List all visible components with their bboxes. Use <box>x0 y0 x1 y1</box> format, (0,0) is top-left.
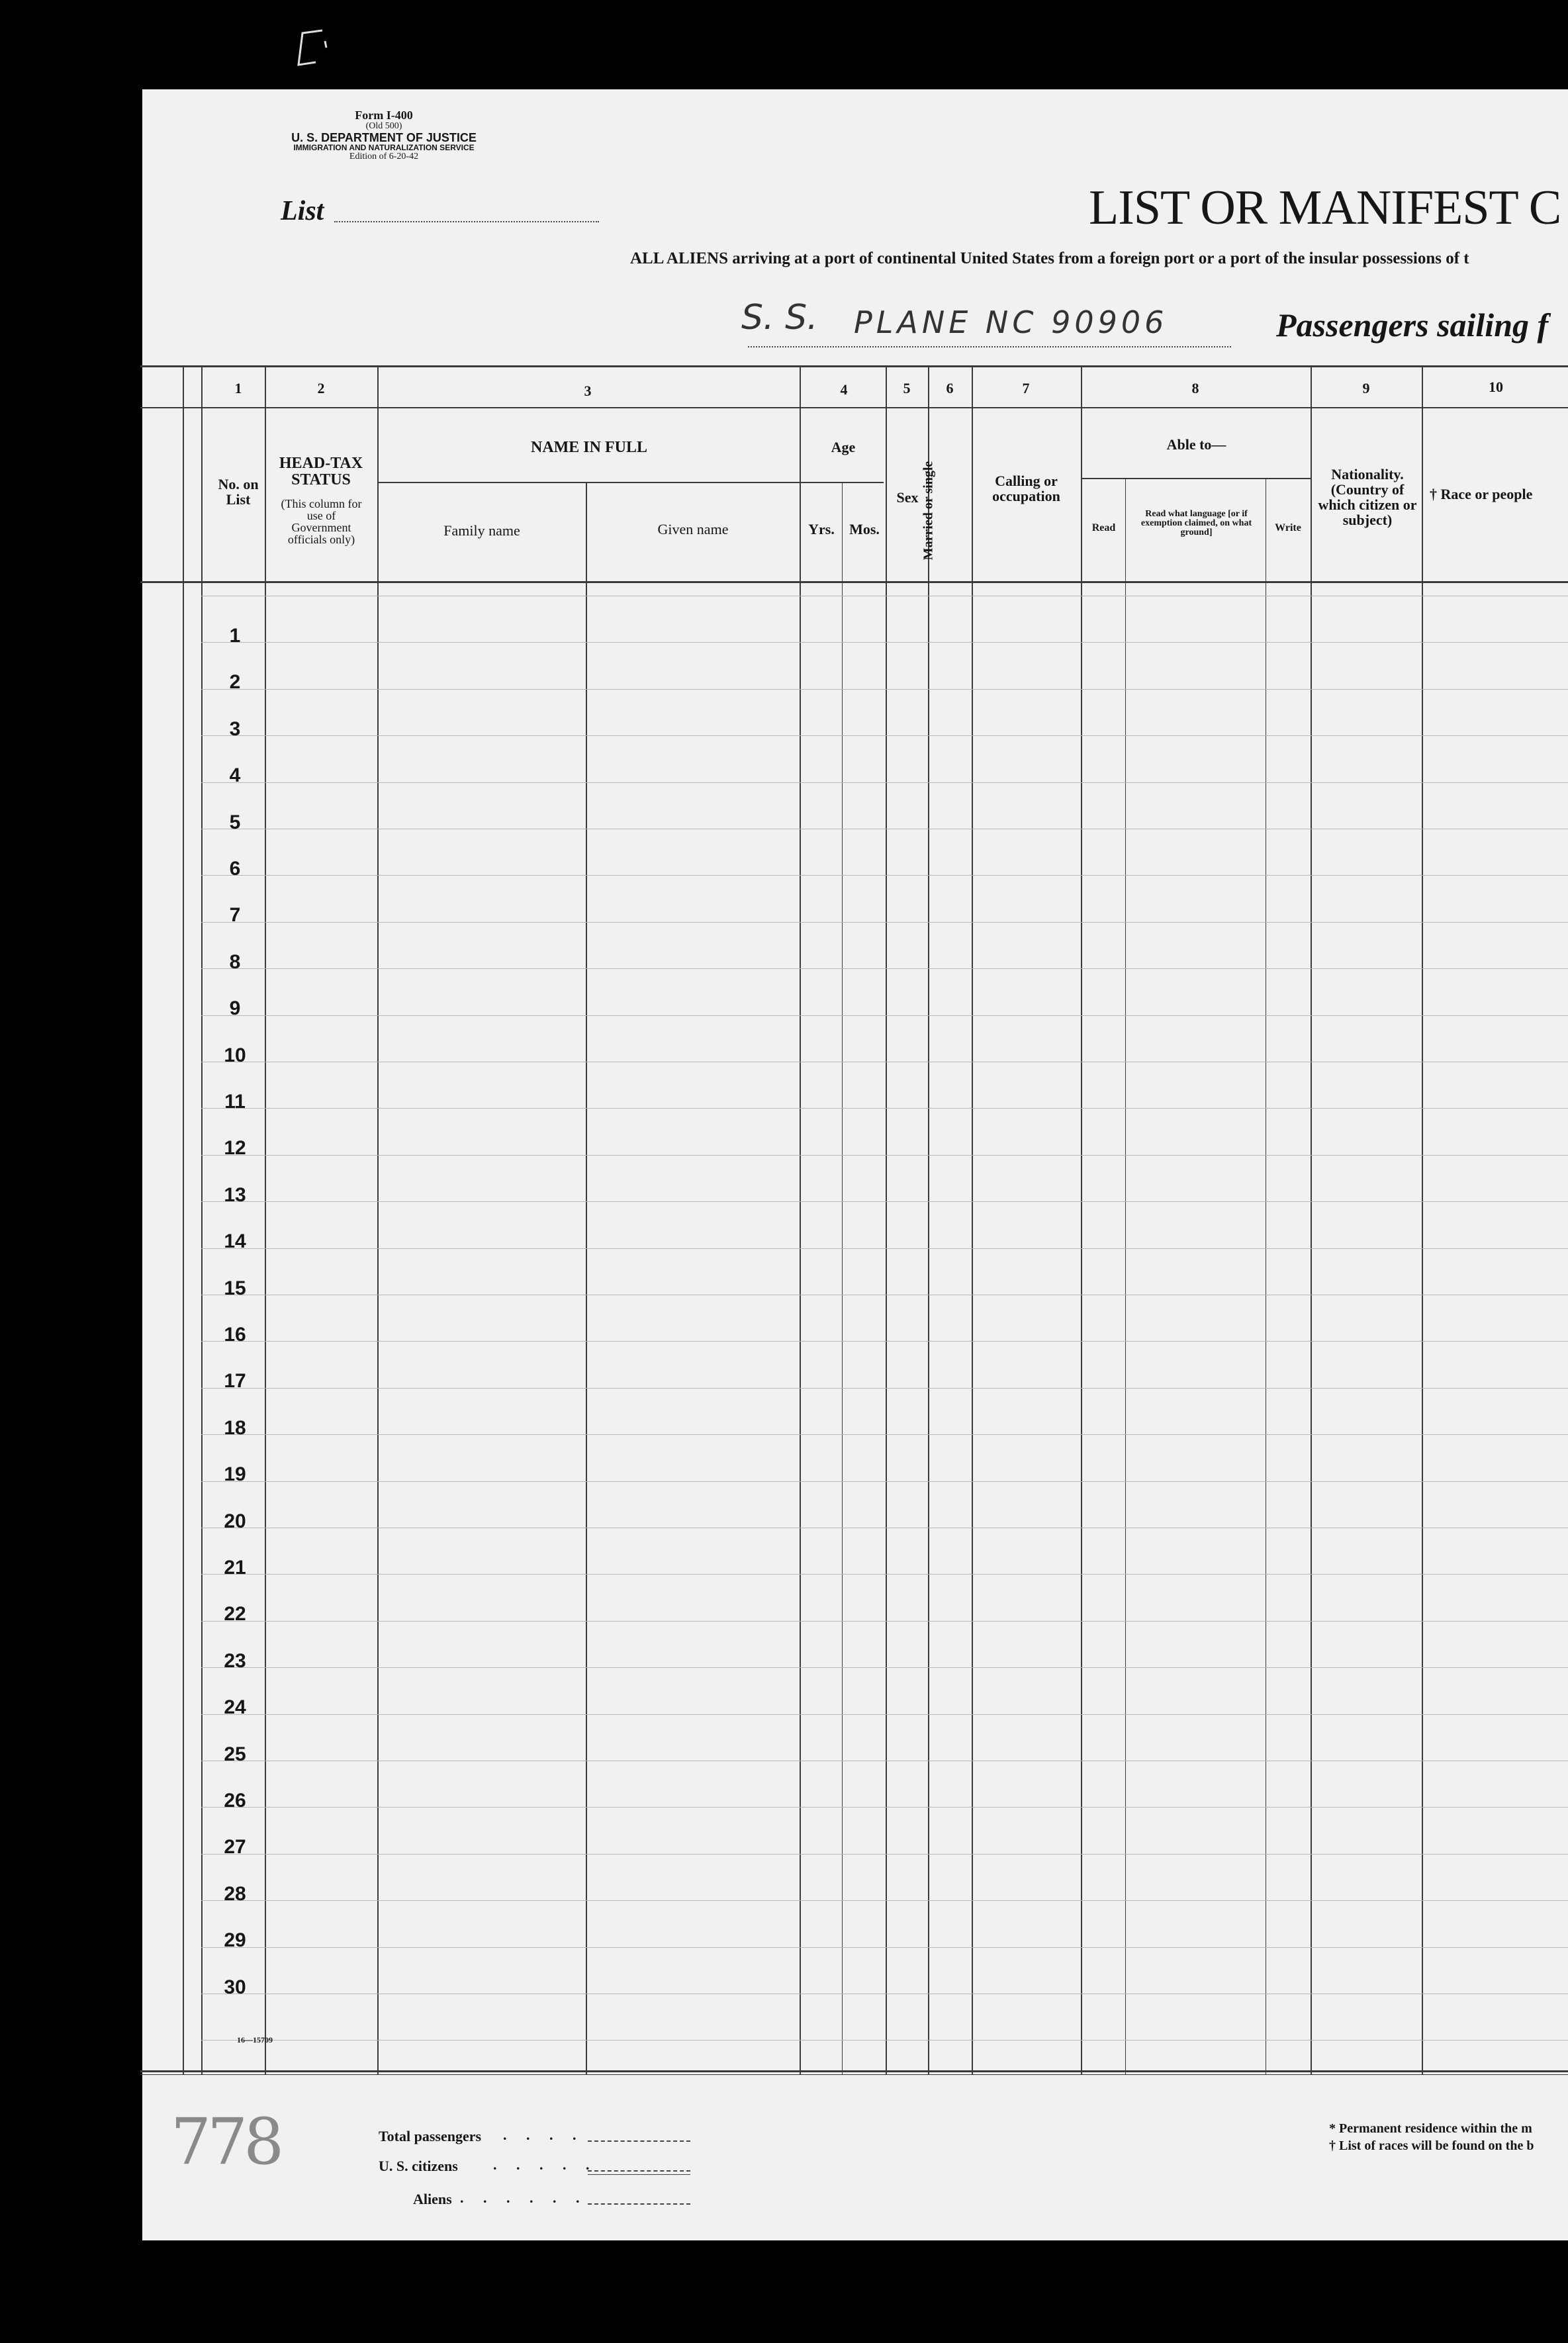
row-number: 23 <box>224 1650 246 1672</box>
aliens-label: Aliens <box>413 2191 452 2207</box>
row-number: 8 <box>229 951 241 973</box>
row-number: 2 <box>229 671 241 693</box>
row-rule <box>201 1667 1568 1668</box>
row-rule <box>201 1388 1568 1389</box>
row-rule <box>201 1621 1568 1622</box>
row-rule <box>201 689 1568 690</box>
col-line-a <box>183 365 184 2075</box>
header-able-to: Able to— <box>1166 436 1226 453</box>
aliens-line <box>588 2203 690 2205</box>
col-line-b <box>201 365 203 2075</box>
us-citizens-dots: . . . . . <box>493 2156 598 2173</box>
colnum-5: 5 <box>903 380 911 396</box>
row-rule <box>201 968 1568 969</box>
row-number: 11 <box>224 1091 246 1113</box>
ss-line <box>748 346 1231 347</box>
manifest-title: LIST OR MANIFEST C <box>1089 181 1561 235</box>
header-race: † Race or people <box>1430 486 1533 502</box>
header-calling: Calling or occupation <box>992 473 1060 505</box>
row-rule <box>201 1714 1568 1715</box>
row-rule <box>201 1574 1568 1575</box>
row-rule <box>201 642 1568 643</box>
row-rule <box>201 1481 1568 1482</box>
old-form-number: (Old 500) <box>365 120 402 131</box>
corner-mark <box>296 28 329 68</box>
header-read-language: Read what language [or if exemption claimed, on what ground] <box>1140 509 1252 537</box>
row-rule <box>201 1015 1568 1016</box>
header-sex: Sex <box>896 489 919 506</box>
row-rule <box>201 1108 1568 1109</box>
service: IMMIGRATION AND NATURALIZATION SERVICE <box>293 143 475 153</box>
header-read: Read <box>1091 522 1116 533</box>
colnum-1: 1 <box>234 380 242 396</box>
colnum-rule <box>140 407 1568 408</box>
row-number: 21 <box>224 1557 246 1579</box>
colnum-8: 8 <box>1191 380 1199 396</box>
row-number: 5 <box>229 811 241 833</box>
header-mos: Mos. <box>849 521 880 537</box>
header-family-name: Family name <box>443 522 520 539</box>
row-rule <box>201 1900 1568 1901</box>
row-number: 30 <box>224 1976 246 1998</box>
row-number: 1 <box>229 625 241 647</box>
row-rule <box>201 1341 1568 1342</box>
row-rule <box>201 1947 1568 1948</box>
name-subrule <box>377 482 884 483</box>
row-rule <box>201 1807 1568 1808</box>
row-rule <box>201 782 1568 783</box>
row-rule <box>201 1434 1568 1435</box>
row-number: 3 <box>229 718 241 740</box>
row-rule <box>201 1201 1568 1202</box>
row-number: 22 <box>224 1603 246 1625</box>
header-yrs: Yrs. <box>808 521 835 537</box>
row-number: 28 <box>224 1883 246 1905</box>
row-rule <box>201 2040 1568 2041</box>
header-no-on-list: No. on List <box>218 476 259 508</box>
col-line-f <box>800 365 801 2075</box>
row-rule <box>201 1854 1568 1855</box>
colnum-2: 2 <box>317 380 325 396</box>
col-line-c <box>265 365 266 2075</box>
row-number: 18 <box>224 1417 246 1439</box>
edition: Edition of 6-20-42 <box>349 152 419 162</box>
row-number: 7 <box>229 904 241 926</box>
table-top-rule <box>140 365 1568 367</box>
table-bottom-rule-2 <box>140 2074 1568 2075</box>
row-number: 16 <box>224 1324 246 1346</box>
row-number: 27 <box>224 1836 246 1858</box>
row-number: 10 <box>224 1044 246 1066</box>
list-line <box>334 221 599 222</box>
colnum-3: 3 <box>584 383 592 399</box>
aliens-dots: . . . . . . <box>460 2189 588 2206</box>
col-line-j <box>972 365 973 2075</box>
row-number: 25 <box>224 1743 246 1765</box>
row-number: 17 <box>224 1370 246 1392</box>
colnum-9: 9 <box>1362 380 1370 396</box>
manifest-sheet <box>142 89 1568 2240</box>
colnum-10: 10 <box>1489 379 1503 395</box>
row-number: 29 <box>224 1929 246 1951</box>
row-number: 12 <box>224 1137 246 1159</box>
colnum-6: 6 <box>946 380 954 396</box>
row-number: 26 <box>224 1790 246 1812</box>
col-line-h <box>886 365 887 2075</box>
print-code: 16—15709 <box>237 2035 273 2044</box>
department: U. S. DEPARTMENT OF JUSTICE <box>291 130 477 144</box>
margin-handwritten-number: 778 <box>171 2105 281 2179</box>
header-nationality: Nationality. (Country of which citizen or subject) <box>1318 466 1417 529</box>
colnum-4: 4 <box>840 381 848 398</box>
col-line-g <box>842 483 843 2075</box>
col-line-n <box>1311 365 1312 2075</box>
list-label: List <box>281 196 324 226</box>
header-head-tax: HEAD-TAX STATUS <box>279 455 363 489</box>
row-rule <box>201 922 1568 923</box>
total-passengers-line <box>588 2140 690 2142</box>
us-citizens-label: U. S. citizens <box>379 2158 458 2174</box>
us-citizens-line <box>588 2170 690 2172</box>
row-number: 13 <box>224 1184 246 1206</box>
table-bottom-rule <box>140 2070 1568 2072</box>
col-line-d <box>377 365 379 2075</box>
header-head-tax-note: (This column for use of Government officials only) <box>281 497 362 546</box>
ss-label: S. S. <box>741 298 818 338</box>
row-rule <box>201 875 1568 876</box>
form-number: Form I-400 <box>355 109 413 122</box>
colnum-7: 7 <box>1022 380 1030 396</box>
row-number: 4 <box>229 764 241 786</box>
header-bottom-rule <box>140 581 1568 583</box>
col-line-o <box>1422 365 1423 2075</box>
row-number: 24 <box>224 1696 246 1718</box>
row-number: 20 <box>224 1510 246 1532</box>
header-write: Write <box>1275 522 1301 533</box>
subtitle: ALL ALIENS arriving at a port of continental United States from a foreign port or a port of the insular possessions of t <box>630 250 1469 267</box>
row-rule <box>201 1248 1568 1249</box>
row-number: 15 <box>224 1277 246 1299</box>
us-citizens-line-2 <box>588 2174 690 2175</box>
row-number: 9 <box>229 997 241 1019</box>
col-line-e <box>586 482 587 2075</box>
header-name-in-full: NAME IN FULL <box>530 439 647 456</box>
able-subrule <box>1082 478 1311 479</box>
row-number: 6 <box>229 858 241 880</box>
row-rule <box>201 1155 1568 1156</box>
header-given-name: Given name <box>657 521 729 537</box>
col-line-k <box>1081 365 1082 2075</box>
row-number: 14 <box>224 1230 246 1252</box>
header-age: Age <box>831 439 856 455</box>
col-line-l <box>1125 478 1126 2075</box>
ss-vessel-name: PLANE NC 90906 <box>854 304 1168 340</box>
col-line-i <box>928 365 929 2075</box>
passengers-sailing: Passengers sailing f <box>1276 306 1549 344</box>
header-married: Married or single <box>921 461 936 561</box>
total-passengers-label: Total passengers <box>379 2128 482 2144</box>
footnote-races: † List of races will be found on the b <box>1329 2138 1534 2153</box>
row-number: 19 <box>224 1463 246 1485</box>
row-rule <box>201 735 1568 736</box>
footnote-permanent: * Permanent residence within the m <box>1329 2121 1532 2136</box>
total-passengers-dots: . . . . <box>503 2127 584 2143</box>
